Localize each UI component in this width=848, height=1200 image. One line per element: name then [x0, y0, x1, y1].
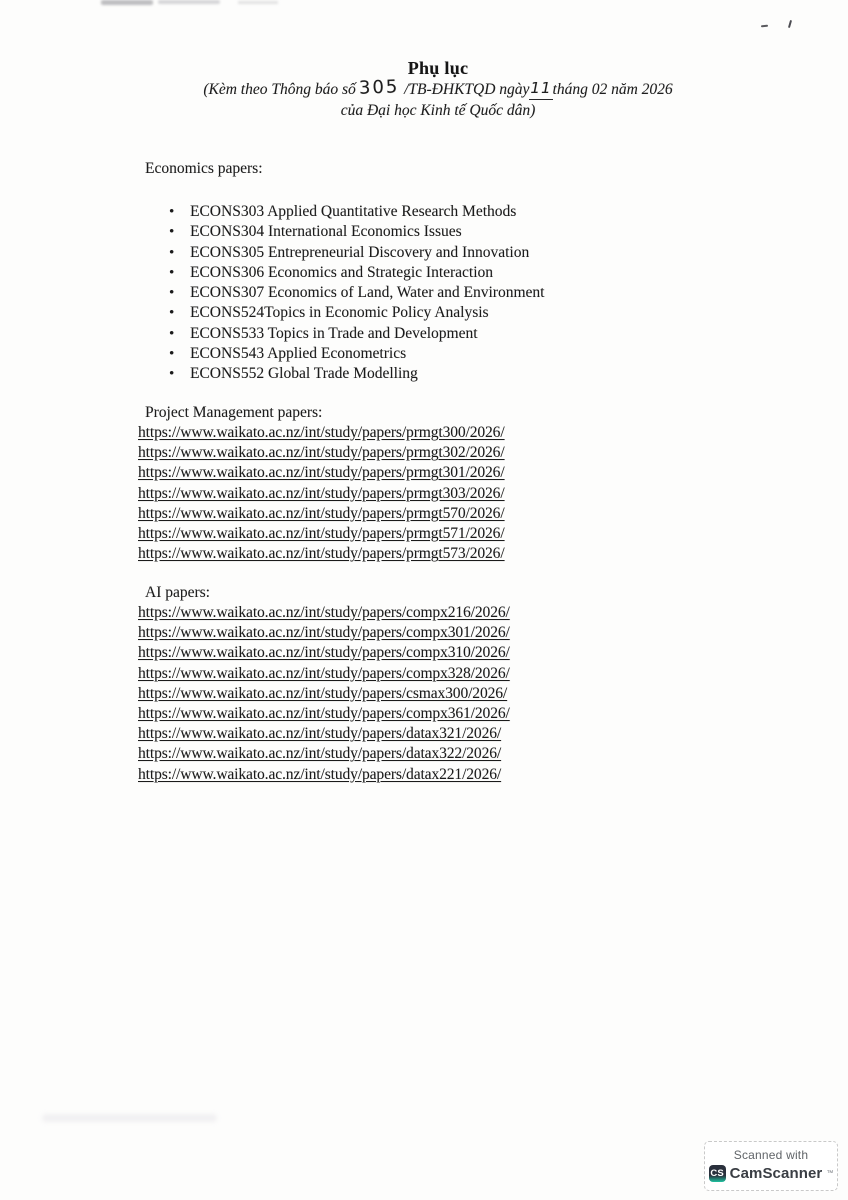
scan-smudge-artifact	[42, 1114, 217, 1122]
camscanner-badge	[704, 1141, 838, 1191]
paper-url-link[interactable]: https://www.waikato.ac.nz/int/study/papers/prmgt303/2026/	[138, 484, 505, 502]
scan-smudge-artifact	[158, 0, 220, 4]
paper-list-item: • ECONS304 International Economics Issues	[145, 222, 705, 242]
paper-list-item: • ECONS305 Entrepreneurial Discovery and Innovation	[145, 243, 705, 263]
economics-section-heading: Economics papers:	[145, 160, 263, 177]
camscanner-icon: CS	[709, 1165, 726, 1182]
project-management-link-list	[138, 423, 698, 564]
handwritten-notice-number: 305	[358, 76, 400, 99]
paper-url-link[interactable]: https://www.waikato.ac.nz/int/study/papers/compx361/2026/	[138, 705, 510, 723]
paper-url-link[interactable]: https://www.waikato.ac.nz/int/study/papers/compx216/2026/	[138, 604, 510, 621]
paper-url-link[interactable]: https://www.waikato.ac.nz/int/study/papers/compx301/2026/	[138, 624, 510, 642]
paper-url-link[interactable]: https://www.waikato.ac.nz/int/study/papers/prmgt570/2026/	[138, 504, 505, 522]
ai-section-heading: AI papers:	[145, 584, 210, 601]
notice-ref-prefix: (Kèm theo Thông báo số	[203, 81, 356, 98]
paper-url-link[interactable]: https://www.waikato.ac.nz/int/study/papers/prmgt573/2026/	[138, 545, 505, 563]
paper-list-item: • ECONS303 Applied Quantitative Research Methods	[145, 202, 705, 222]
paper-list-item: • ECONS306 Economics and Strategic Interaction	[145, 263, 705, 283]
project-management-papers-section	[138, 402, 698, 564]
document-header	[28, 57, 848, 120]
paper-list-item: • ECONS543 Applied Econometrics	[145, 344, 705, 364]
notice-ref-suffix: tháng 02 năm 2026	[552, 81, 673, 98]
paper-url-link[interactable]: https://www.waikato.ac.nz/int/study/papers/prmgt301/2026/	[138, 464, 505, 482]
appendix-title: Phụ lục	[407, 58, 469, 78]
paper-list-item: • ECONS307 Economics of Land, Water and Environment	[145, 283, 705, 303]
notice-ref-middle: /TB-ĐHKTQD ngày	[404, 81, 530, 98]
scanned-with-label: Scanned with	[733, 1148, 809, 1162]
ai-papers-section	[138, 582, 698, 785]
notice-reference-line	[28, 76, 848, 101]
economics-papers-section	[145, 159, 705, 385]
camscanner-brand-row	[705, 1165, 837, 1182]
paper-url-link[interactable]: https://www.waikato.ac.nz/int/study/papers/prmgt302/2026/	[138, 444, 505, 462]
paper-url-link[interactable]: https://www.waikato.ac.nz/int/study/papers/compx310/2026/	[138, 644, 510, 662]
paper-list-item: • ECONS524Topics in Economic Policy Analysis	[145, 303, 705, 323]
paper-url-link[interactable]: https://www.waikato.ac.nz/int/study/papers/prmgt571/2026/	[138, 525, 505, 543]
trademark-symbol: ™	[826, 1169, 834, 1177]
paper-url-link[interactable]: https://www.waikato.ac.nz/int/study/papers/datax321/2026/	[138, 725, 502, 743]
paper-url-link[interactable]: https://www.waikato.ac.nz/int/study/papers/prmgt300/2026/	[138, 424, 505, 441]
handwritten-day-number: 11	[529, 79, 552, 100]
university-name-line: của Đại học Kinh tế Quốc dân)	[340, 101, 536, 119]
paper-url-link[interactable]: https://www.waikato.ac.nz/int/study/papers/compx328/2026/	[138, 664, 510, 682]
paper-url-link[interactable]: https://www.waikato.ac.nz/int/study/papers/datax221/2026/	[138, 765, 502, 783]
economics-paper-list	[145, 202, 705, 385]
scan-mark-artifact	[761, 25, 768, 28]
paper-url-link[interactable]: https://www.waikato.ac.nz/int/study/papers/datax322/2026/	[138, 745, 502, 763]
paper-url-link[interactable]: https://www.waikato.ac.nz/int/study/papers/csmax300/2026/	[138, 684, 508, 702]
scan-smudge-artifact	[101, 0, 153, 5]
ai-link-list	[138, 603, 698, 785]
camscanner-brand-name: CamScanner	[729, 1165, 823, 1182]
project-management-section-heading: Project Management papers:	[145, 404, 323, 421]
scan-smudge-artifact	[238, 1, 278, 4]
paper-list-item: • ECONS533 Topics in Trade and Development	[145, 324, 705, 344]
paper-list-item: • ECONS552 Global Trade Modelling	[145, 364, 705, 384]
scan-mark-artifact	[788, 20, 792, 28]
